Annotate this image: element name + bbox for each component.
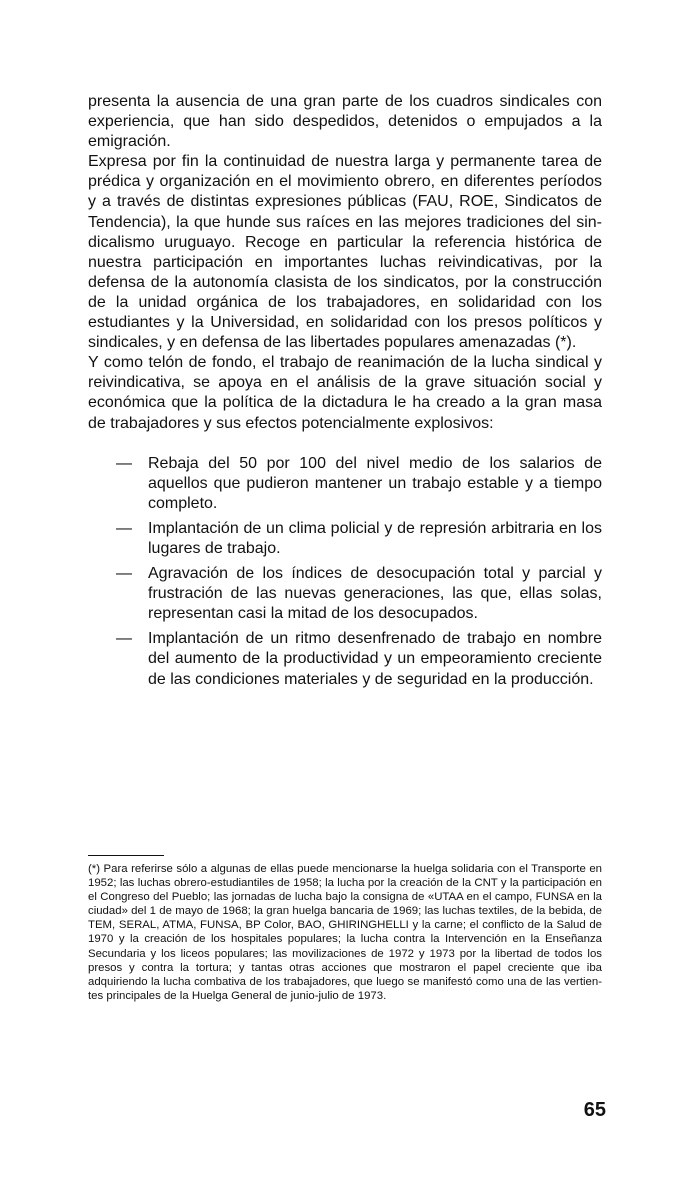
paragraph-1: presenta la ausencia de una gran parte de los cuadros sindicales con experiencia, que han sido despedidos, detenidos o empujados a la emigración. (88, 93, 602, 151)
list-item-text: Rebaja del 50 por 100 del nivel medio de los salarios de aquellos que pudieron mantener un trabajo estable y a tiempo completo. (148, 454, 602, 512)
dash-bullet: — (116, 519, 132, 537)
grievance-list (88, 454, 602, 690)
dash-bullet: — (116, 630, 132, 648)
dash-bullet: — (116, 565, 132, 583)
footnote-divider (88, 855, 164, 856)
footnote: (*) Para referirse sólo a algunas de ellas puede mencionarse la huelga solidaria con el Transporte en 1952; las luchas obrero-estudiantiles de 1958; la lucha por la creación de la CNT y la participación en el Congreso del Pueblo; las jornadas de lucha bajo la consigna de «UTAA en el campo, FUNSA en la ciudad» del 1 de mayo de 1968; la gran huelga bancaria de 1969; las luchas textiles, de la bebida, de TEM, SERAL, ATMA, FUNSA, BP Color, BAO, GHIRINGHELLI y la carne; el conflicto de la Salud de 1970 y la creación de los hospitales populares; la lucha contra la Intervención en la Enseñanza Secundaria y los liceos populares; las movilizaciones de 1972 y 1973 por la libertad de todos los presos y contra la tortura; y tantas otras acciones que mostraron el papel creciente que iba adquiriendo la lucha combativa de los trabajadores, que luego se manifestó como una de las vertientes principales de la Huelga General de junio-julio de 1973. (88, 863, 602, 1002)
list-item (88, 454, 602, 514)
list-item-text: Implantación de un ritmo desenfrenado de trabajo en nombre del aumento de la productividad y un empeoramiento creciente de las condiciones materiales y de seguridad en la producción. (148, 630, 602, 688)
list-item (88, 519, 602, 559)
paragraph-3: Y como telón de fondo, el trabajo de reanimación de la lucha sindical y reivindicativa, se apoya en el análisis de la grave situación social y económica que la política de la dictadura le ha creado a la gran masa de trabajadores y sus efectos potencialmente explosivos: (88, 354, 602, 432)
page-number: 65 (583, 1099, 606, 1121)
page-body (88, 92, 602, 695)
dash-bullet: — (116, 454, 132, 472)
list-item (88, 564, 602, 624)
paragraph-2: Expresa por fin la continuidad de nuestra larga y permanente tarea de prédica y organización en el movimiento obrero, en diferentes períodos y a través de distintas expresiones públicas (FAU, ROE, Sindicatos de Tendencia), la que hunde sus raíces en las mejores tradiciones del sindicalismo uruguayo. Recoge en particular la referencia histórica de nuestra participación en importantes luchas reivindicativas, por la defensa de la autonomía clasista de los sindicatos, por la construcción de la unidad orgánica de los trabajadores, en solidaridad con los estudiantes y la Universidad, en solidaridad con los presos políticos y sindicales, y en defensa de las libertades populares amenazadas (*). (88, 153, 602, 352)
list-item (88, 629, 602, 689)
list-item-text: Implantación de un clima policial y de represión arbitraria en los lugares de trabajo. (148, 519, 602, 557)
list-item-text: Agravación de los índices de desocupación total y parcial y frustración de las nuevas generaciones, las que, ellas solas, representan casi la mitad de los desocupados. (148, 565, 602, 623)
